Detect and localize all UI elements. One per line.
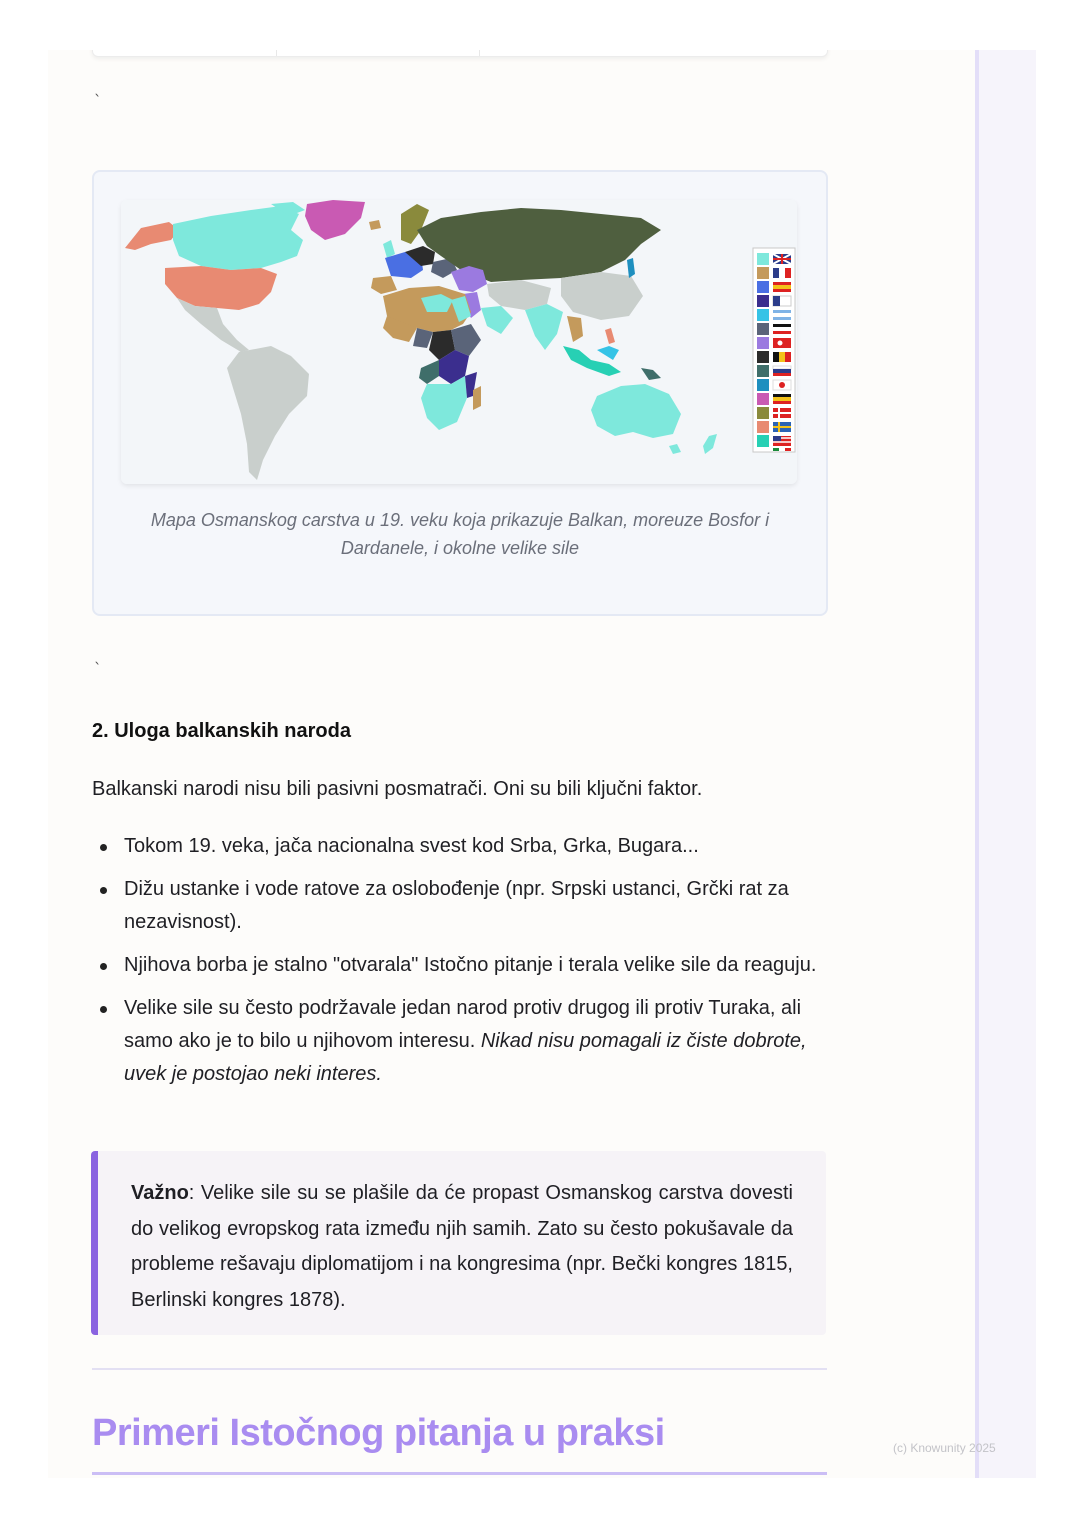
table-bottom-edge — [92, 50, 828, 57]
world-map-image — [121, 200, 797, 484]
intro-paragraph: Balkanski narodi nisu bili pasivni posmatrači. Oni su bili ključni faktor. — [92, 778, 703, 800]
bullet-icon — [100, 1006, 107, 1013]
important-callout — [91, 1151, 826, 1335]
backtick-text: ` — [94, 92, 102, 110]
section-heading: Primeri Istočnog pitanja u praksi — [92, 1412, 665, 1454]
list-item: Njihova borba je stalno "otvarala" Istočno pitanje i terala velike sile da reaguju. — [92, 949, 826, 982]
map-figure — [92, 170, 828, 616]
bullet-icon — [100, 963, 107, 970]
legend-flag-icons-extra — [773, 448, 791, 451]
document-page — [48, 50, 975, 1478]
bullet-icon — [100, 844, 107, 851]
bullet-list — [92, 830, 826, 1101]
list-item: Dižu ustanke i vode ratove za oslobođenje (npr. Srpski ustanci, Grčki rat za nezavisnost). — [92, 873, 826, 939]
callout-label: Važno — [131, 1182, 189, 1204]
subheading: 2. Uloga balkanskih naroda — [92, 720, 351, 742]
backtick-text: ` — [94, 660, 102, 678]
right-margin-bar — [975, 50, 1036, 1478]
watermark: (c) Knowunity 2025 — [893, 1441, 996, 1455]
colonial-world-map — [121, 200, 797, 484]
list-item: Tokom 19. veka, jača nacionalna svest kod Srba, Grka, Bugara... — [92, 830, 826, 863]
figure-caption: Mapa Osmanskog carstva u 19. veku koja prikazuje Balkan, moreuze Bosfor i Dardanele, i okolne velike sile — [150, 510, 770, 558]
italic-emphasis: Nikad nisu pomagali iz čiste dobrote, uvek je postojao neki interes. — [124, 1030, 807, 1085]
heading-underline — [92, 1472, 827, 1475]
bullet-icon — [100, 887, 107, 894]
callout-text: : Velike sile su se plašile da će propast Osmanskog carstva dovesti do velikog evropskog rata između njih samih. Zato su često pokušavale da probleme rešavaju diplomatijom i na kongresima (npr. Bečki kongres 1815, Berlinski kongres 1878). — [131, 1182, 793, 1311]
section-divider — [92, 1368, 827, 1370]
list-item: Velike sile su često podržavale jedan narod protiv drugog ili protiv Turaka, ali samo ako je to bilo u njihovom interesu. Nikad nisu pomagali iz čiste dobrote, uvek je postojao neki interes. — [92, 992, 826, 1091]
